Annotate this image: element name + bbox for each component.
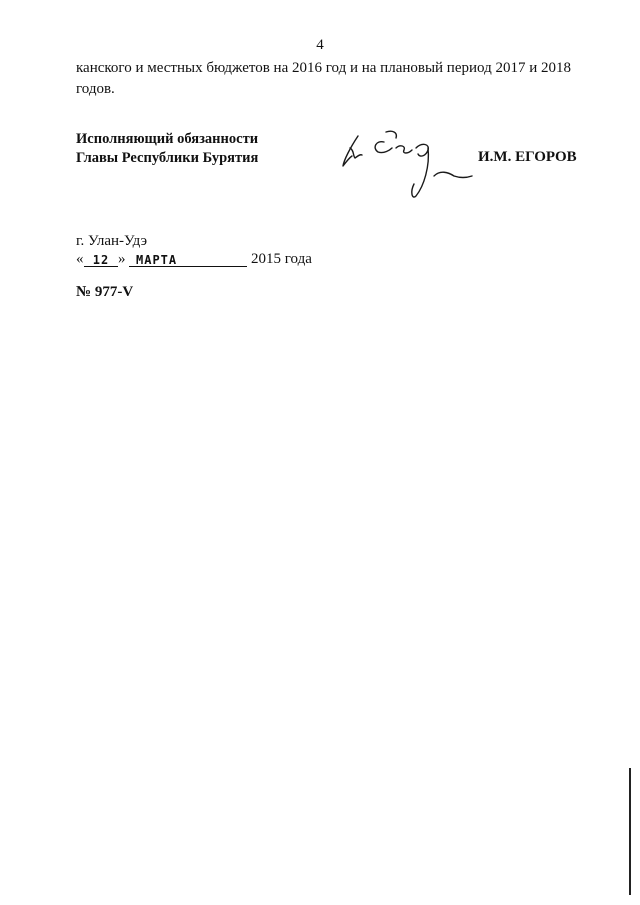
date-quote-close: »: [118, 251, 126, 267]
handwritten-signature: [336, 126, 480, 206]
date-day-stamp: 12: [92, 253, 110, 267]
body-text-line: канского и местных бюджетов на 2016 год и на плановый период 2017 и 2018: [76, 60, 571, 76]
signatory-title-line: Главы Республики Бурятия: [76, 150, 259, 166]
date-line: [76, 250, 336, 270]
document-number: № 977-V: [76, 284, 134, 300]
signer-name: И.М. ЕГОРОВ: [478, 149, 577, 165]
date-year: 2015 года: [251, 251, 312, 267]
signatory-title: [76, 130, 258, 168]
signatory-title-line: Исполняющий обязанности: [76, 131, 259, 147]
body-text-line: годов.: [76, 81, 115, 97]
page-number: 4: [316, 37, 324, 53]
date-quote-open: «: [76, 251, 84, 267]
body-text: [76, 58, 596, 100]
city: г. Улан-Удэ: [76, 233, 148, 249]
margin-scan-mark: [629, 768, 631, 895]
date-month-stamp: МАРТА: [136, 253, 178, 267]
